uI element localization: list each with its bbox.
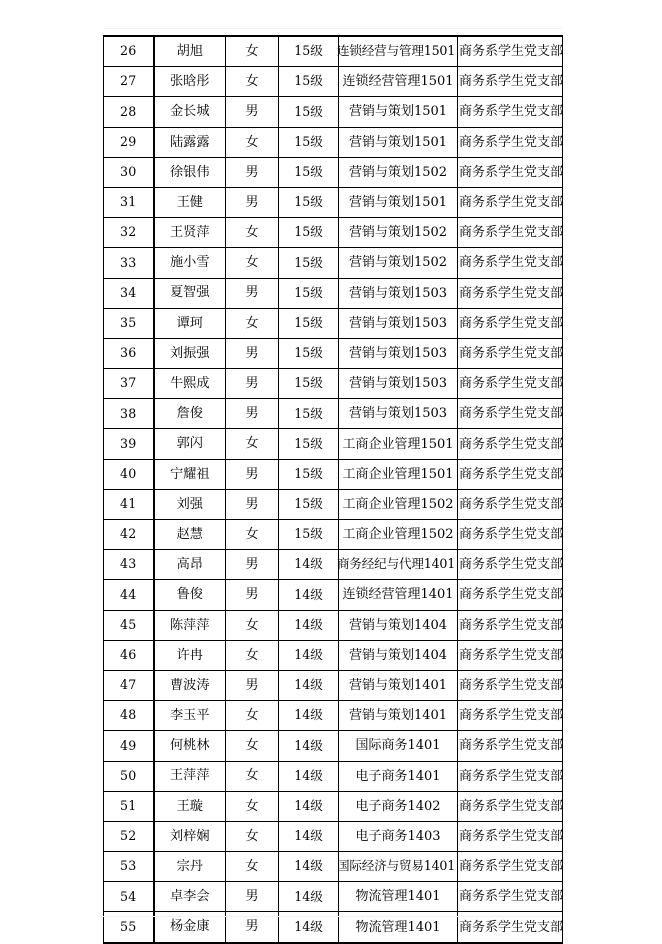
cell-party-branch: 商务系学生党支部 bbox=[458, 338, 563, 368]
cell-serial-number: 52 bbox=[104, 821, 154, 851]
table-row bbox=[104, 248, 563, 278]
cell-grade-year: 15级 bbox=[279, 338, 339, 368]
cell-student-name: 赵慧 bbox=[154, 520, 226, 550]
cell-student-name: 宁耀祖 bbox=[154, 459, 226, 489]
cell-party-branch: 商务系学生党支部 bbox=[458, 459, 563, 489]
scan-edge-artifact-top bbox=[103, 28, 562, 29]
cell-student-name: 夏智强 bbox=[154, 278, 226, 308]
cell-party-branch: 商务系学生党支部 bbox=[458, 97, 563, 127]
cell-grade-year: 15级 bbox=[279, 67, 339, 97]
cell-gender: 男 bbox=[226, 278, 279, 308]
cell-party-branch: 商务系学生党支部 bbox=[458, 520, 563, 550]
cell-party-branch: 商务系学生党支部 bbox=[458, 157, 563, 187]
cell-major-class bbox=[339, 36, 458, 67]
cell-grade-year: 15级 bbox=[279, 489, 339, 519]
cell-serial-number: 40 bbox=[104, 459, 154, 489]
cell-major-class: 营销与策划1404 bbox=[339, 640, 458, 670]
cell-gender: 女 bbox=[226, 218, 279, 248]
cell-serial-number: 41 bbox=[104, 489, 154, 519]
cell-grade-year: 15级 bbox=[279, 36, 339, 67]
cell-major-class: 连锁经营管理1501 bbox=[339, 67, 458, 97]
cell-grade-year: 15级 bbox=[279, 369, 339, 399]
table-row bbox=[104, 278, 563, 308]
table-row bbox=[104, 36, 563, 67]
cell-student-name: 王璇 bbox=[154, 791, 226, 821]
cell-major-overflow-text: 连锁经营与管理1501 bbox=[337, 43, 456, 59]
cell-grade-year: 14级 bbox=[279, 701, 339, 731]
cell-serial-number: 32 bbox=[104, 218, 154, 248]
cell-gender: 男 bbox=[226, 550, 279, 580]
table-row bbox=[104, 731, 563, 761]
cell-serial-number: 29 bbox=[104, 127, 154, 157]
cell-major-class: 营销与策划1503 bbox=[339, 399, 458, 429]
cell-major-class bbox=[339, 550, 458, 580]
cell-serial-number: 45 bbox=[104, 610, 154, 640]
cell-major-class: 物流管理1401 bbox=[339, 912, 458, 943]
cell-major-class: 营销与策划1502 bbox=[339, 248, 458, 278]
cell-major-class: 工商企业管理1502 bbox=[339, 489, 458, 519]
cell-student-name: 张晗彤 bbox=[154, 67, 226, 97]
cell-major-class: 电子商务1403 bbox=[339, 821, 458, 851]
cell-major-class: 电子商务1401 bbox=[339, 761, 458, 791]
cell-major-overflow-text: 商务经纪与代理1401 bbox=[337, 556, 456, 572]
table-row bbox=[104, 369, 563, 399]
cell-party-branch: 商务系学生党支部 bbox=[458, 912, 563, 943]
table-row bbox=[104, 610, 563, 640]
cell-grade-year: 15级 bbox=[279, 97, 339, 127]
cell-party-branch: 商务系学生党支部 bbox=[458, 580, 563, 610]
cell-grade-year: 15级 bbox=[279, 278, 339, 308]
cell-major-class: 营销与策划1503 bbox=[339, 338, 458, 368]
cell-serial-number: 37 bbox=[104, 369, 154, 399]
cell-serial-number: 39 bbox=[104, 429, 154, 459]
cell-serial-number: 28 bbox=[104, 97, 154, 127]
cell-party-branch: 商务系学生党支部 bbox=[458, 550, 563, 580]
cell-serial-number: 36 bbox=[104, 338, 154, 368]
cell-grade-year: 15级 bbox=[279, 218, 339, 248]
cell-major-class: 营销与策划1401 bbox=[339, 701, 458, 731]
cell-grade-year: 15级 bbox=[279, 429, 339, 459]
cell-major-class: 营销与策划1501 bbox=[339, 127, 458, 157]
cell-serial-number: 55 bbox=[104, 912, 154, 943]
cell-major-class: 营销与策划1503 bbox=[339, 369, 458, 399]
cell-serial-number: 47 bbox=[104, 670, 154, 700]
cell-grade-year: 14级 bbox=[279, 882, 339, 912]
cell-gender: 男 bbox=[226, 580, 279, 610]
table-row bbox=[104, 701, 563, 731]
cell-gender: 男 bbox=[226, 97, 279, 127]
cell-grade-year: 14级 bbox=[279, 761, 339, 791]
roster-table-container bbox=[103, 35, 562, 944]
cell-student-name: 胡旭 bbox=[154, 36, 226, 67]
cell-grade-year: 14级 bbox=[279, 852, 339, 882]
cell-student-name: 陆露露 bbox=[154, 127, 226, 157]
cell-student-name: 宗丹 bbox=[154, 852, 226, 882]
table-row bbox=[104, 127, 563, 157]
cell-gender: 女 bbox=[226, 67, 279, 97]
cell-serial-number: 38 bbox=[104, 399, 154, 429]
table-row bbox=[104, 338, 563, 368]
cell-major-class: 物流管理1401 bbox=[339, 882, 458, 912]
cell-serial-number: 31 bbox=[104, 187, 154, 217]
cell-major-class: 营销与策划1404 bbox=[339, 610, 458, 640]
table-row bbox=[104, 399, 563, 429]
cell-grade-year: 14级 bbox=[279, 912, 339, 943]
cell-serial-number: 42 bbox=[104, 520, 154, 550]
cell-major-class: 工商企业管理1502 bbox=[339, 520, 458, 550]
table-row bbox=[104, 187, 563, 217]
cell-serial-number: 30 bbox=[104, 157, 154, 187]
cell-grade-year: 14级 bbox=[279, 791, 339, 821]
cell-gender: 女 bbox=[226, 791, 279, 821]
cell-grade-year: 15级 bbox=[279, 399, 339, 429]
cell-student-name: 詹俊 bbox=[154, 399, 226, 429]
table-row bbox=[104, 882, 563, 912]
table-row bbox=[104, 550, 563, 580]
table-row bbox=[104, 218, 563, 248]
table-row bbox=[104, 852, 563, 882]
cell-student-name: 许冉 bbox=[154, 640, 226, 670]
cell-major-class: 营销与策划1503 bbox=[339, 278, 458, 308]
cell-student-name: 施小雪 bbox=[154, 248, 226, 278]
cell-student-name: 曹波涛 bbox=[154, 670, 226, 700]
table-row bbox=[104, 308, 563, 338]
cell-gender: 男 bbox=[226, 489, 279, 519]
table-row bbox=[104, 640, 563, 670]
cell-serial-number: 33 bbox=[104, 248, 154, 278]
cell-student-name: 卓李会 bbox=[154, 882, 226, 912]
cell-student-name: 王萍萍 bbox=[154, 761, 226, 791]
cell-gender: 男 bbox=[226, 157, 279, 187]
table-row bbox=[104, 791, 563, 821]
cell-student-name: 郭闪 bbox=[154, 429, 226, 459]
cell-major-class: 营销与策划1501 bbox=[339, 187, 458, 217]
cell-major-class: 营销与策划1501 bbox=[339, 97, 458, 127]
cell-party-branch: 商务系学生党支部 bbox=[458, 489, 563, 519]
cell-serial-number: 44 bbox=[104, 580, 154, 610]
cell-gender: 女 bbox=[226, 520, 279, 550]
cell-party-branch: 商务系学生党支部 bbox=[458, 399, 563, 429]
cell-gender: 女 bbox=[226, 761, 279, 791]
cell-party-branch: 商务系学生党支部 bbox=[458, 852, 563, 882]
cell-grade-year: 14级 bbox=[279, 821, 339, 851]
cell-student-name: 刘振强 bbox=[154, 338, 226, 368]
table-row bbox=[104, 429, 563, 459]
cell-student-name: 刘梓娴 bbox=[154, 821, 226, 851]
cell-major-class: 工商企业管理1501 bbox=[339, 429, 458, 459]
cell-party-branch: 商务系学生党支部 bbox=[458, 429, 563, 459]
cell-gender: 男 bbox=[226, 912, 279, 943]
cell-student-name: 鲁俊 bbox=[154, 580, 226, 610]
cell-student-name: 陈萍萍 bbox=[154, 610, 226, 640]
cell-major-class: 营销与策划1502 bbox=[339, 157, 458, 187]
cell-gender: 男 bbox=[226, 670, 279, 700]
cell-party-branch: 商务系学生党支部 bbox=[458, 731, 563, 761]
cell-student-name: 高昂 bbox=[154, 550, 226, 580]
cell-party-branch: 商务系学生党支部 bbox=[458, 701, 563, 731]
cell-party-branch: 商务系学生党支部 bbox=[458, 761, 563, 791]
cell-major-class: 电子商务1402 bbox=[339, 791, 458, 821]
cell-grade-year: 15级 bbox=[279, 520, 339, 550]
cell-gender: 女 bbox=[226, 36, 279, 67]
cell-serial-number: 50 bbox=[104, 761, 154, 791]
cell-gender: 女 bbox=[226, 701, 279, 731]
cell-grade-year: 14级 bbox=[279, 610, 339, 640]
cell-gender: 女 bbox=[226, 731, 279, 761]
cell-student-name: 徐银伟 bbox=[154, 157, 226, 187]
table-row bbox=[104, 761, 563, 791]
cell-party-branch: 商务系学生党支部 bbox=[458, 248, 563, 278]
cell-serial-number: 48 bbox=[104, 701, 154, 731]
table-row bbox=[104, 97, 563, 127]
table-row bbox=[104, 67, 563, 97]
cell-gender: 男 bbox=[226, 187, 279, 217]
cell-party-branch: 商务系学生党支部 bbox=[458, 640, 563, 670]
table-row bbox=[104, 670, 563, 700]
cell-student-name: 刘强 bbox=[154, 489, 226, 519]
cell-grade-year: 15级 bbox=[279, 187, 339, 217]
cell-gender: 男 bbox=[226, 338, 279, 368]
cell-serial-number: 54 bbox=[104, 882, 154, 912]
cell-gender: 女 bbox=[226, 127, 279, 157]
cell-serial-number: 49 bbox=[104, 731, 154, 761]
cell-major-class: 营销与策划1502 bbox=[339, 218, 458, 248]
cell-party-branch: 商务系学生党支部 bbox=[458, 882, 563, 912]
cell-gender: 女 bbox=[226, 852, 279, 882]
cell-grade-year: 15级 bbox=[279, 308, 339, 338]
student-party-member-roster bbox=[103, 35, 563, 944]
cell-party-branch: 商务系学生党支部 bbox=[458, 127, 563, 157]
table-row bbox=[104, 157, 563, 187]
cell-grade-year: 15级 bbox=[279, 248, 339, 278]
cell-party-branch: 商务系学生党支部 bbox=[458, 610, 563, 640]
cell-gender: 女 bbox=[226, 821, 279, 851]
table-row bbox=[104, 520, 563, 550]
cell-gender: 男 bbox=[226, 369, 279, 399]
cell-serial-number: 43 bbox=[104, 550, 154, 580]
cell-student-name: 谭珂 bbox=[154, 308, 226, 338]
cell-gender: 女 bbox=[226, 308, 279, 338]
table-row bbox=[104, 459, 563, 489]
roster-table-body bbox=[104, 36, 563, 943]
cell-party-branch: 商务系学生党支部 bbox=[458, 36, 563, 67]
cell-party-branch: 商务系学生党支部 bbox=[458, 791, 563, 821]
cell-student-name: 杨金康 bbox=[154, 912, 226, 943]
scan-edge-artifact-bottom bbox=[103, 916, 562, 917]
cell-student-name: 王健 bbox=[154, 187, 226, 217]
cell-grade-year: 15级 bbox=[279, 157, 339, 187]
cell-grade-year: 15级 bbox=[279, 459, 339, 489]
cell-gender: 女 bbox=[226, 429, 279, 459]
cell-serial-number: 27 bbox=[104, 67, 154, 97]
cell-party-branch: 商务系学生党支部 bbox=[458, 369, 563, 399]
cell-student-name: 李玉平 bbox=[154, 701, 226, 731]
cell-student-name: 牛熙成 bbox=[154, 369, 226, 399]
cell-grade-year: 14级 bbox=[279, 670, 339, 700]
cell-party-branch: 商务系学生党支部 bbox=[458, 821, 563, 851]
cell-major-class bbox=[339, 852, 458, 882]
cell-party-branch: 商务系学生党支部 bbox=[458, 308, 563, 338]
cell-serial-number: 51 bbox=[104, 791, 154, 821]
cell-serial-number: 34 bbox=[104, 278, 154, 308]
cell-serial-number: 26 bbox=[104, 36, 154, 67]
cell-gender: 女 bbox=[226, 248, 279, 278]
cell-party-branch: 商务系学生党支部 bbox=[458, 187, 563, 217]
cell-party-branch: 商务系学生党支部 bbox=[458, 67, 563, 97]
cell-serial-number: 53 bbox=[104, 852, 154, 882]
cell-major-class: 连锁经营管理1401 bbox=[339, 580, 458, 610]
cell-party-branch: 商务系学生党支部 bbox=[458, 670, 563, 700]
cell-grade-year: 14级 bbox=[279, 640, 339, 670]
cell-gender: 女 bbox=[226, 610, 279, 640]
cell-major-class: 工商企业管理1501 bbox=[339, 459, 458, 489]
cell-gender: 男 bbox=[226, 882, 279, 912]
cell-major-class: 营销与策划1401 bbox=[339, 670, 458, 700]
cell-major-overflow-text: 国际经济与贸易1401 bbox=[337, 858, 456, 874]
cell-party-branch: 商务系学生党支部 bbox=[458, 278, 563, 308]
cell-major-class: 营销与策划1503 bbox=[339, 308, 458, 338]
cell-student-name: 何桃林 bbox=[154, 731, 226, 761]
cell-student-name: 金长城 bbox=[154, 97, 226, 127]
cell-gender: 女 bbox=[226, 640, 279, 670]
cell-grade-year: 15级 bbox=[279, 127, 339, 157]
cell-gender: 男 bbox=[226, 399, 279, 429]
table-row bbox=[104, 580, 563, 610]
cell-grade-year: 14级 bbox=[279, 731, 339, 761]
cell-gender: 男 bbox=[226, 459, 279, 489]
cell-party-branch: 商务系学生党支部 bbox=[458, 218, 563, 248]
cell-serial-number: 46 bbox=[104, 640, 154, 670]
cell-serial-number: 35 bbox=[104, 308, 154, 338]
cell-grade-year: 14级 bbox=[279, 550, 339, 580]
table-row bbox=[104, 489, 563, 519]
cell-student-name: 王贤萍 bbox=[154, 218, 226, 248]
cell-major-class: 国际商务1401 bbox=[339, 731, 458, 761]
table-row bbox=[104, 821, 563, 851]
cell-grade-year: 14级 bbox=[279, 580, 339, 610]
